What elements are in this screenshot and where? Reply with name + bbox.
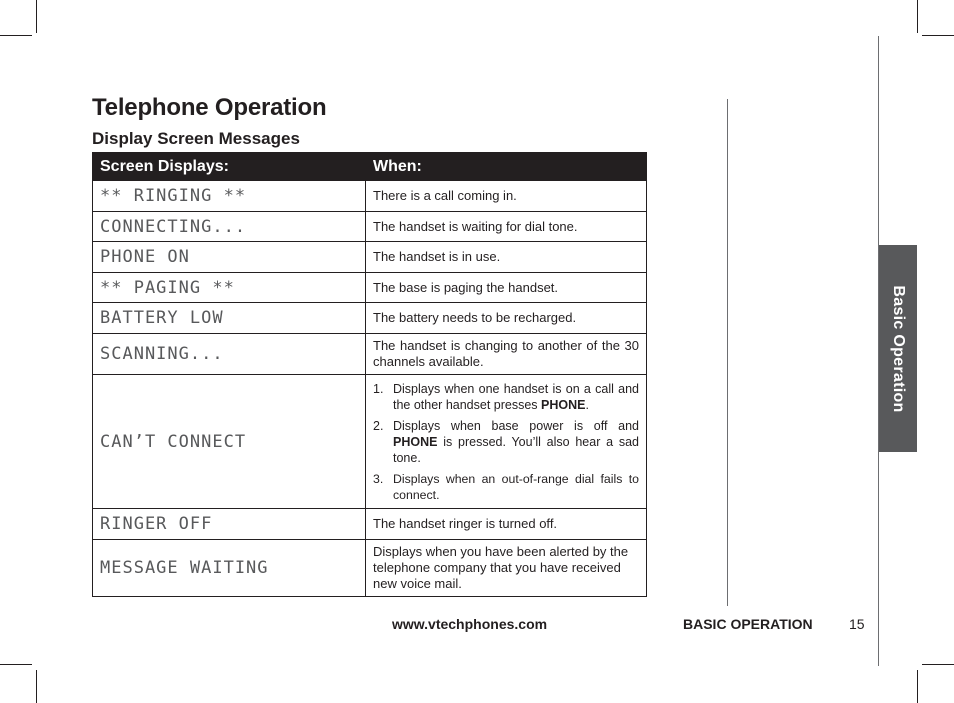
side-section-tab [879,245,917,452]
key-name: PHONE [541,397,586,412]
crop-mark [36,0,37,33]
screen-display-text: RINGER OFF [93,509,366,540]
page-title: Telephone Operation [92,94,327,121]
table-row [93,212,647,242]
table-row [93,303,647,334]
crop-mark [36,670,37,703]
header-screen-displays: Screen Displays: [93,153,366,181]
screen-display-text: PHONE ON [93,242,366,273]
screen-display-text: CONNECTING... [93,212,366,242]
list-item [373,471,639,503]
list-text: Displays when one handset is on a call and the other handset presses [393,381,639,412]
key-name: PHONE [393,434,438,449]
screen-display-text: BATTERY LOW [93,303,366,334]
section-title: Display Screen Messages [92,129,300,148]
display-messages-table [92,152,647,597]
table-header-row [93,153,647,181]
screen-display-text: SCANNING... [93,334,366,375]
crop-mark [0,35,32,36]
crop-mark [0,664,32,665]
list-number: 3. [373,471,384,486]
crop-mark [917,670,918,703]
screen-display-text: ** RINGING ** [93,181,366,212]
table-row [93,375,647,509]
footer-url: www.vtechphones.com [392,616,548,632]
screen-display-text: MESSAGE WAITING [93,540,366,597]
list-text: Displays when base power is off and [393,418,639,433]
screen-display-text: CAN’T CONNECT [93,375,366,509]
when-text: The handset is in use. [366,242,647,273]
when-text: There is a call coming in. [366,181,647,212]
when-text: Displays when you have been alerted by the telephone company that you have received new voice mail. [366,540,647,597]
crop-mark [917,0,918,33]
table-row [93,334,647,375]
list-number: 2. [373,418,384,433]
crop-mark [922,664,954,665]
when-list [373,381,639,503]
list-text: is pressed. You’ll also hear a sad tone. [393,434,639,465]
when-list-cell [366,375,647,509]
when-text: The handset ringer is turned off. [366,509,647,540]
list-text: . [585,397,589,412]
when-text: The base is paging the handset. [366,273,647,303]
footer-section-name: BASIC OPERATION [683,616,813,632]
crop-mark [922,35,954,36]
header-when: When: [366,153,647,181]
list-text: Displays when an out-of-range dial fails to connect. [393,471,639,502]
table-row [93,540,647,597]
screen-display-text: ** PAGING ** [93,273,366,303]
side-tab-label: Basic Operation [890,284,907,413]
page-number: 15 [849,616,865,632]
column-divider [727,99,728,606]
when-text: The battery needs to be recharged. [366,303,647,334]
table-row [93,509,647,540]
table-row [93,181,647,212]
table-row [93,242,647,273]
when-text: The handset is waiting for dial tone. [366,212,647,242]
table-row [93,273,647,303]
list-item [373,418,639,466]
list-number: 1. [373,381,384,396]
when-text: The handset is changing to another of the 30 channels available. [366,334,647,375]
list-item [373,381,639,413]
